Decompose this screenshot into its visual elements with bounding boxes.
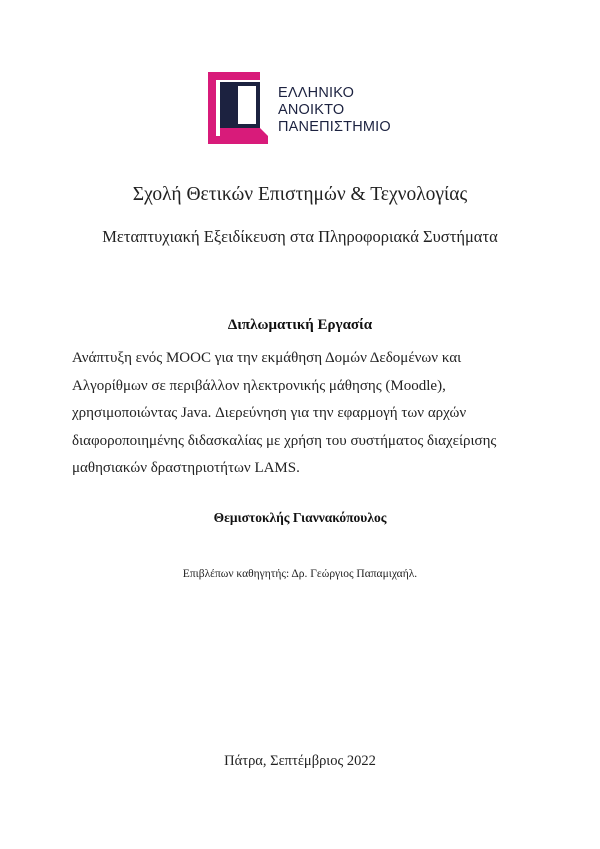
university-name-line-1: ΕΛΛΗΝΙΚΟ xyxy=(278,85,355,101)
thesis-title-line: μαθησιακών δραστηριοτήτων LAMS. xyxy=(72,460,300,476)
thesis-type-heading: Διπλωματική Εργασία xyxy=(227,317,373,333)
thesis-title-line: διαφοροποιημένης διδασκαλίας με χρήση του συστήματος διαχείρισης xyxy=(72,432,497,449)
thesis-title xyxy=(72,345,542,483)
school-name: Σχολή Θετικών Επιστημών & Τεχνολογίας xyxy=(132,184,468,205)
program-name: Μεταπτυχιακή Εξειδίκευση στα Πληροφοριακά Συστήματα xyxy=(102,227,498,246)
thesis-title-line: χρησιμοποιώντας Java. Διερεύνηση για την εφαρμογή των αρχών xyxy=(72,405,467,421)
supervisor: Επιβλέπων καθηγητής: Δρ. Γεώργιος Παπαμιχαήλ. xyxy=(182,568,418,580)
thesis-title-line: Αλγορίθμων σε περιβάλλον ηλεκτρονικής μάθησης (Moodle), xyxy=(72,377,446,394)
author-name: Θεμιστοκλής Γιαννακόπουλος xyxy=(213,510,387,525)
university-name xyxy=(278,85,391,136)
university-name-line-2: ΑΝΟΙΚΤΟ xyxy=(278,102,345,118)
thesis-title-line: Ανάπτυξη ενός MOOC για την εκμάθηση Δομών Δεδομένων και xyxy=(72,350,462,366)
place-date: Πάτρα, Σεπτέμβριος 2022 xyxy=(224,753,376,769)
university-logo xyxy=(208,72,398,144)
university-logo-mark-icon xyxy=(208,72,272,144)
university-name-line-3: ΠΑΝΕΠΙΣΤΗΜΙΟ xyxy=(278,119,391,135)
